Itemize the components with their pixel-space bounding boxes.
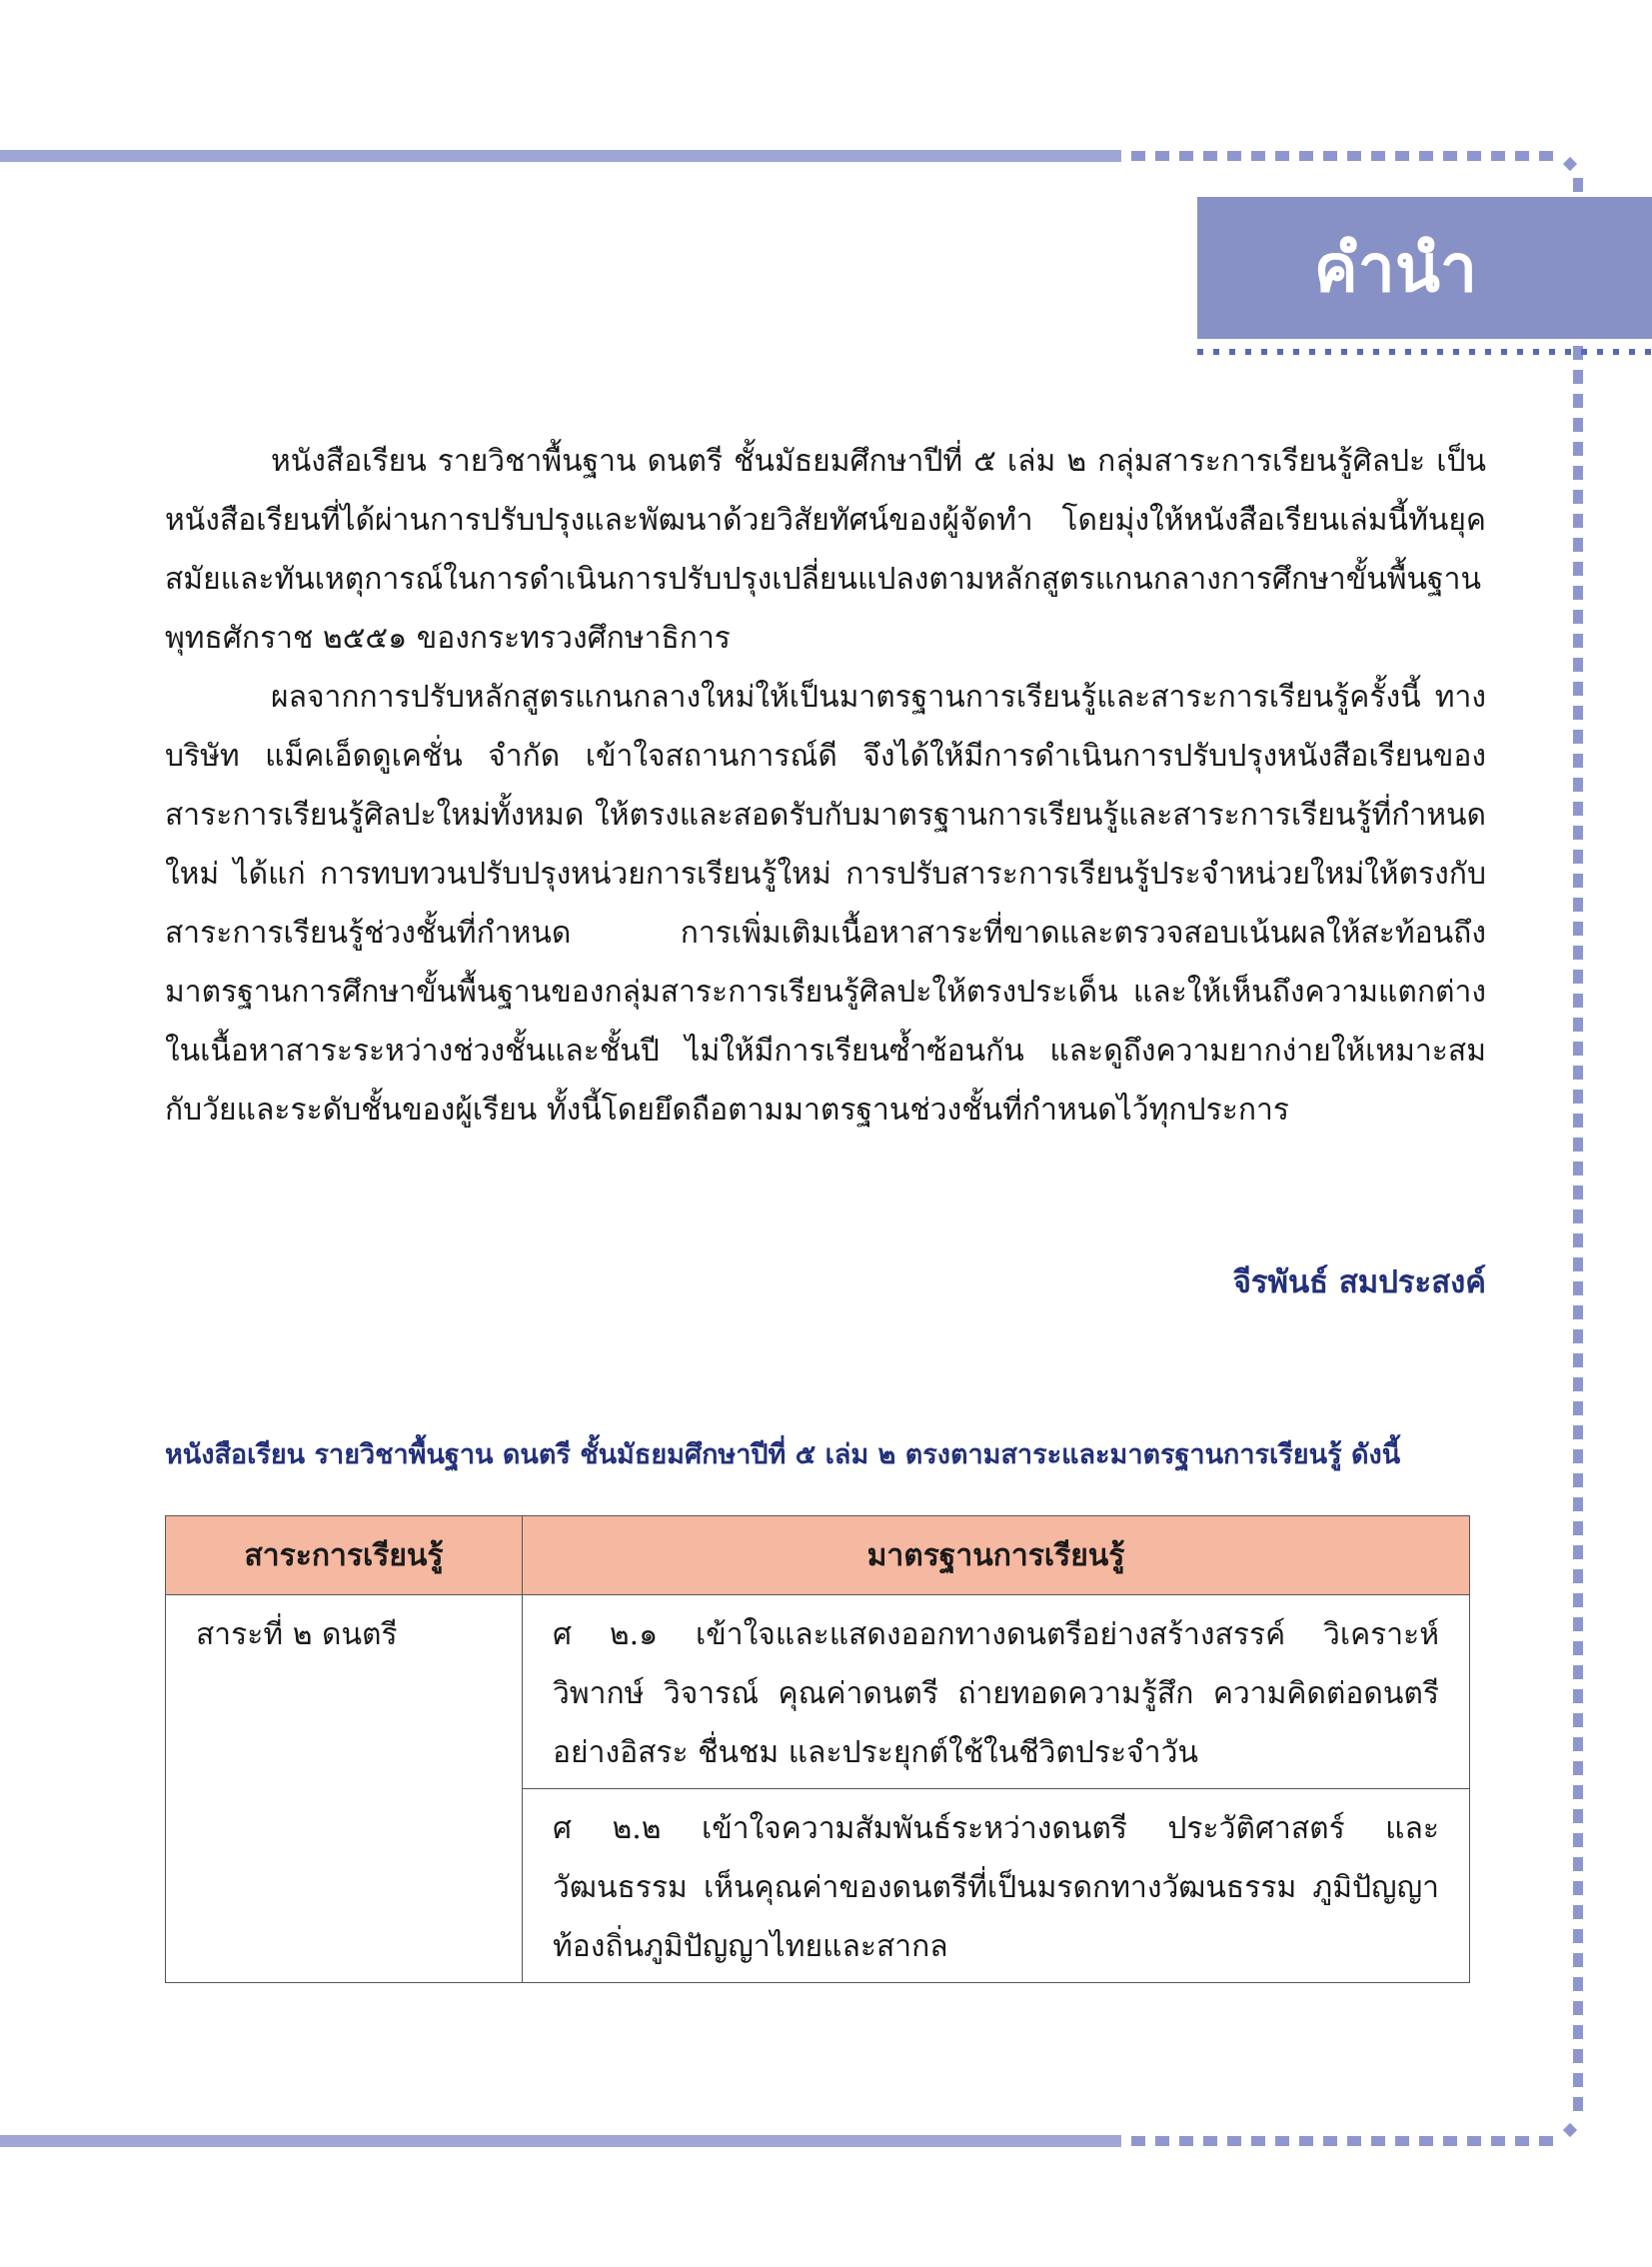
title-underline-dots xyxy=(1197,349,1652,355)
preface-body xyxy=(165,432,1486,1139)
bottom-border-bar xyxy=(0,2135,1121,2147)
page-title xyxy=(1197,197,1652,339)
header-strand: สาระการเรียนรู้ xyxy=(166,1516,523,1595)
table-header-row xyxy=(166,1516,1470,1595)
author-signature: จีรพันธ์ สมประสงค์ xyxy=(1232,1264,1486,1300)
top-border-dots xyxy=(1131,151,1561,161)
bottom-corner-dot xyxy=(1563,2123,1577,2137)
strand-cell: สาระที่ ๒ ดนตรี xyxy=(166,1595,523,1983)
header-standard: มาตรฐานการเรียนรู้ xyxy=(523,1516,1470,1595)
top-border-bar xyxy=(0,150,1121,162)
top-corner-dot xyxy=(1563,157,1577,171)
page-title-text: คำนำ xyxy=(1313,229,1477,307)
standard-cell-1: ศ ๒.๑ เข้าใจและแสดงออกทางดนตรีอย่างสร้างสรรค์ วิเคราะห์ วิพากษ์ วิจารณ์ คุณค่าดนตรี ถ่ายทอดความรู้สึก ความคิดต่อดนตรีอย่างอิสระ ชื่นชม และประยุกต์ใช้ในชีวิตประจำวัน xyxy=(523,1595,1470,1789)
table-row xyxy=(166,1595,1470,1789)
standards-table xyxy=(165,1515,1470,1983)
standards-caption: หนังสือเรียน รายวิชาพื้นฐาน ดนตรี ชั้นมัธยมศึกษาปีที่ ๕ เล่ม ๒ ตรงตามสาระและมาตรฐานการเรียนรู้ ดังนี้ xyxy=(165,1439,1401,1470)
bottom-border-dots xyxy=(1131,2136,1561,2146)
preface-paragraph-1: หนังสือเรียน รายวิชาพื้นฐาน ดนตรี ชั้นมัธยมศึกษาปีที่ ๕ เล่ม ๒ กลุ่มสาระการเรียนรู้ศิลปะ เป็นหนังสือเรียนที่ได้ผ่านการปรับปรุงและพัฒนาด้วยวิสัยทัศน์ของผู้จัดทำ โดยมุ่งให้หนังสือเรียนเล่มนี้ทันยุคสมัยและทันเหตุการณ์ในการดำเนินการปรับปรุงเปลี่ยนแปลงตามหลักสูตรแกนกลางการศึกษาขั้นพื้นฐาน พุทธศักราช ๒๕๕๑ ของกระทรวงศึกษาธิการ xyxy=(165,444,1486,656)
preface-paragraph-2: ผลจากการปรับหลักสูตรแกนกลางใหม่ให้เป็นมาตรฐานการเรียนรู้และสาระการเรียนรู้ครั้งนี้ ทางบริษัท แม็คเอ็ดดูเคชั่น จำกัด เข้าใจสถานการณ์ดี จึงได้ให้มีการดำเนินการปรับปรุงหนังสือเรียนของสาระการเรียนรู้ศิลปะใหม่ทั้งหมด ให้ตรงและสอดรับกับมาตรฐานการเรียนรู้และสาระการเรียนรู้ที่กำหนดใหม่ ได้แก่ การทบทวนปรับปรุงหน่วยการเรียนรู้ใหม่ การปรับสาระการเรียนรู้ประจำหน่วยใหม่ให้ตรงกับสาระการเรียนรู้ช่วงชั้นที่กำหนด การเพิ่มเติมเนื้อหาสาระที่ขาดและตรวจสอบเน้นผลให้สะท้อนถึงมาตรฐานการศึกษาขั้นพื้นฐานของกลุ่มสาระการเรียนรู้ศิลปะให้ตรงประเด็น และให้เห็นถึงความแตกต่างในเนื้อหาสาระระหว่างช่วงชั้นและชั้นปี ไม่ให้มีการเรียนซ้ำซ้อนกัน และดูถึงความยากง่ายให้เหมาะสมกับวัยและระดับชั้นของผู้เรียน ทั้งนี้โดยยึดถือตามมาตรฐานช่วงชั้นที่กำหนดไว้ทุกประการ xyxy=(165,680,1486,1128)
standard-cell-2: ศ ๒.๒ เข้าใจความสัมพันธ์ระหว่างดนตรี ประวัติศาสตร์ และวัฒนธรรม เห็นคุณค่าของดนตรีที่เป็นมรดกทางวัฒนธรรม ภูมิปัญญาท้องถิ่นภูมิปัญญาไทยและสากล xyxy=(523,1789,1470,1983)
right-border-dots xyxy=(1573,178,1583,2112)
